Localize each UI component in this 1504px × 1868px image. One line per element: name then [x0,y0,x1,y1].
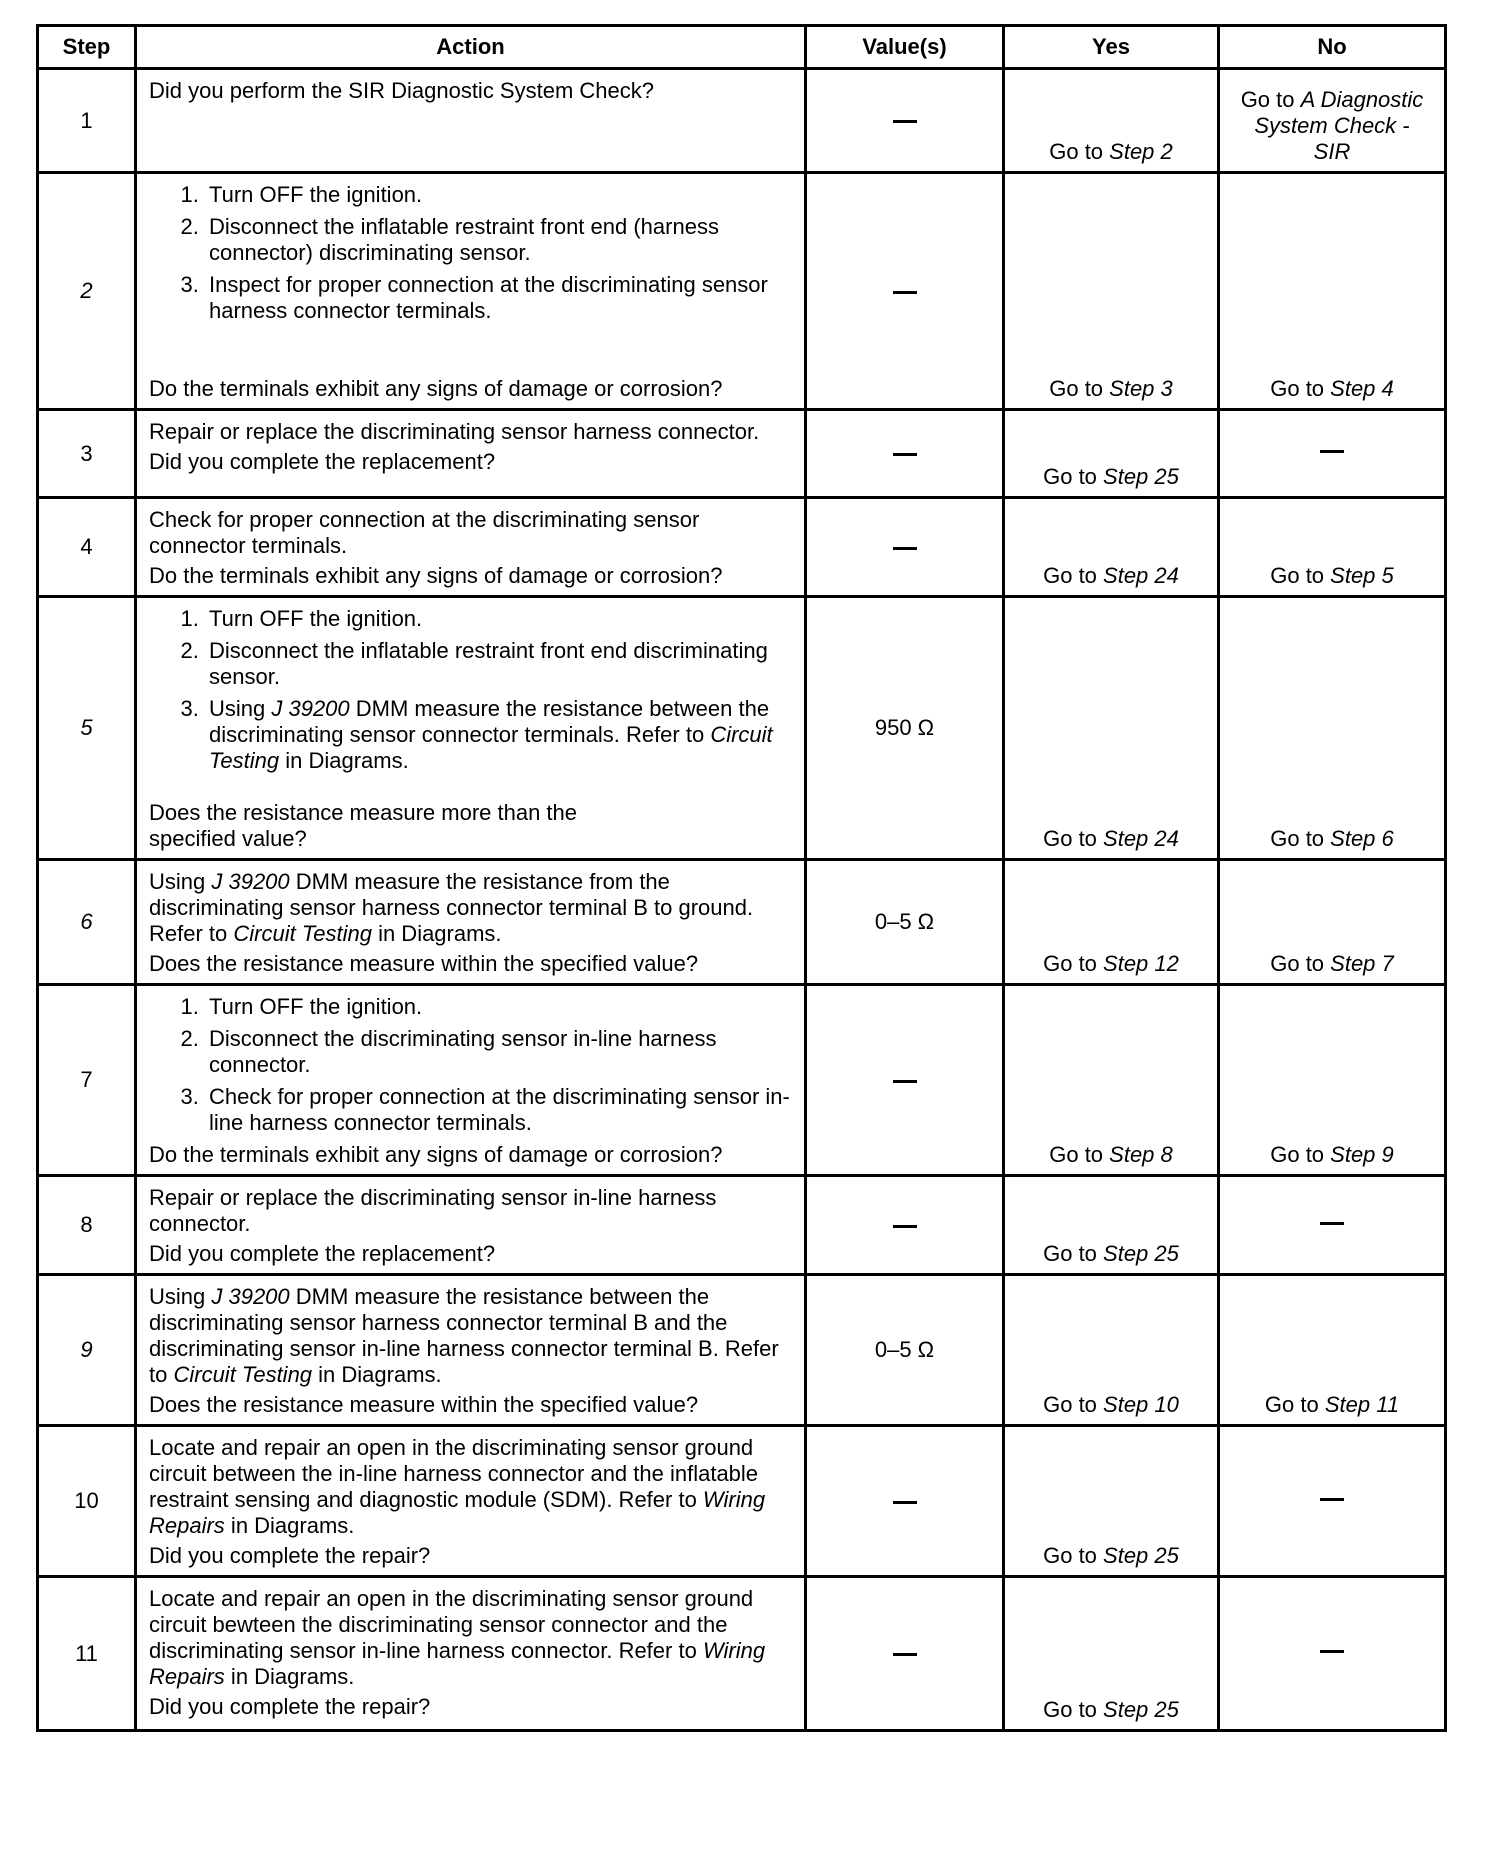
action-cell [136,173,806,410]
goto-prefix: Go to [1043,1241,1104,1266]
table-row [38,1426,1446,1577]
no-cell[interactable] [1219,69,1446,173]
action-text [149,1284,794,1388]
action-cell [136,985,806,1176]
text-run: in Diagrams. [224,1664,355,1689]
action-text [149,1586,794,1690]
yes-cell[interactable] [1004,985,1219,1176]
no-cell[interactable] [1219,985,1446,1176]
yes-link[interactable]: Step 24 [1103,826,1179,851]
tool-reference: J 39200 [211,869,290,894]
action-step: 3. Inspect for proper connection at the discriminating sensor harness connector terminals. [205,272,794,324]
header-action: Action [136,26,806,69]
action-question: Do the terminals exhibit any signs of damage or corrosion? [149,563,723,588]
action-cell [136,597,806,860]
dash-value [1320,1650,1344,1653]
action-text: Repair or replace the discriminating sensor in-line harness connector. [149,1185,717,1236]
action-question: Do the terminals exhibit any signs of damage or corrosion? [149,1142,723,1167]
goto-prefix: Go to [1240,87,1301,112]
doc-reference-link[interactable]: Circuit Testing [173,1362,313,1387]
yes-cell[interactable] [1004,1176,1219,1275]
goto-prefix: Go to [1264,1392,1325,1417]
value-cell [806,1577,1004,1731]
text-run: DMM measure the resistance between the discriminating sensor harness connector terminal B and the discriminating sensor in-line harness connector terminal B. Refer to [149,1284,779,1387]
action-question: Did you complete the replacement? [149,449,496,474]
value-cell: 950 Ω [806,597,1004,860]
action-question: Did you complete the replacement? [149,1241,496,1266]
tool-reference: J 39200 [211,1284,290,1309]
text-run: in Diagrams. [312,1362,442,1387]
dash-value [1320,1498,1344,1501]
yes-cell[interactable] [1004,1577,1219,1731]
tool-reference: J 39200 [271,696,350,721]
goto-prefix: Go to [1043,1543,1104,1568]
table-row [38,1176,1446,1275]
header-yes: Yes [1004,26,1219,69]
no-cell[interactable] [1219,498,1446,597]
action-step: 1. Turn OFF the ignition. [205,994,794,1020]
step-number: 2 [38,173,136,410]
no-cell[interactable] [1219,597,1446,860]
dash-value [893,1225,917,1228]
text-run: DMM measure the resistance between the discriminating sensor connector terminals. Refer to [209,696,770,747]
goto-prefix: Go to [1043,464,1104,489]
no-link[interactable]: A Diagnostic System Check - SIR [1254,87,1424,164]
value-cell: 0–5 Ω [806,1275,1004,1426]
goto-prefix: Go to [1049,376,1110,401]
yes-cell[interactable] [1004,1275,1219,1426]
action-question: Did you complete the repair? [149,1694,431,1719]
no-cell [1219,1176,1446,1275]
action-cell [136,1176,806,1275]
yes-cell[interactable] [1004,173,1219,410]
header-step: Step [38,26,136,69]
table-row [38,985,1446,1176]
action-question: Did you complete the repair? [149,1543,431,1568]
goto-prefix: Go to [1049,139,1110,164]
goto-prefix: Go to [1270,826,1331,851]
no-link[interactable]: Step 9 [1330,1142,1394,1167]
action-step: 2. Disconnect the inflatable restraint front end (harness connector) discriminating sensor. [205,214,794,266]
yes-link[interactable]: Step 10 [1103,1392,1179,1417]
action-question: Does the resistance measure within the specified value? [149,1392,699,1417]
yes-cell[interactable] [1004,597,1219,860]
goto-prefix: Go to [1270,376,1331,401]
action-step: 2. Disconnect the discriminating sensor in-line harness connector. [205,1026,794,1078]
action-step: 1. Turn OFF the ignition. [205,182,794,208]
text-run: Locate and repair an open in the discriminating sensor ground circuit between the in-line harness connector and the inflatable restraint sensing and diagnostic module (SDM). Refer to [149,1435,759,1512]
yes-cell[interactable] [1004,69,1219,173]
text-run: Using [209,696,272,721]
text-run: Using [149,1284,212,1309]
step-number: 9 [38,1275,136,1426]
goto-prefix: Go to [1270,563,1331,588]
action-text: Repair or replace the discriminating sensor harness connector. [149,419,760,444]
step-number: 11 [38,1577,136,1731]
yes-cell[interactable] [1004,498,1219,597]
goto-prefix: Go to [1270,951,1331,976]
no-cell[interactable] [1219,860,1446,985]
action-text [149,1435,794,1539]
action-cell [136,1275,806,1426]
yes-link[interactable]: Step 25 [1103,464,1179,489]
dash-value [893,1653,917,1656]
header-no: No [1219,26,1446,69]
table-row [38,597,1446,860]
goto-prefix: Go to [1043,1392,1104,1417]
yes-link[interactable]: Step 24 [1103,563,1179,588]
table-row [38,1275,1446,1426]
text-run: DMM measure the resistance from the discriminating sensor harness connector terminal B to ground. Refer to [149,869,754,946]
action-cell [136,498,806,597]
dash-value [893,1501,917,1504]
action-steps [149,994,794,1136]
value-cell: 0–5 Ω [806,860,1004,985]
action-step [205,696,794,774]
no-cell[interactable] [1219,1275,1446,1426]
no-link[interactable]: Step 11 [1324,1392,1400,1417]
action-step: 2. Disconnect the inflatable restraint front end discriminating sensor. [205,638,794,690]
action-question: Does the resistance measure within the specified value? [149,951,699,976]
value-cell [806,173,1004,410]
value-cell [806,498,1004,597]
yes-link[interactable]: Step 12 [1103,951,1179,976]
table-row [38,860,1446,985]
goto-prefix: Go to [1270,1142,1331,1167]
yes-link[interactable]: Step 25 [1103,1543,1179,1568]
text-run: in Diagrams. [224,1513,355,1538]
yes-link[interactable]: Step 2 [1109,139,1173,164]
doc-reference-link[interactable]: Circuit Testing [233,921,372,946]
table-row [38,1577,1446,1731]
value-cell [806,1176,1004,1275]
no-cell[interactable] [1219,173,1446,410]
table-row [38,410,1446,498]
action-steps [149,606,794,774]
goto-prefix: Go to [1043,826,1104,851]
action-cell [136,860,806,985]
no-link[interactable]: Step 7 [1330,951,1394,976]
goto-prefix: Go to [1049,1142,1110,1167]
no-cell [1219,1577,1446,1731]
step-number: 7 [38,985,136,1176]
dash-value [893,547,917,550]
yes-cell[interactable] [1004,860,1219,985]
dash-value [893,453,917,456]
yes-link[interactable]: Step 3 [1109,376,1173,401]
value-cell [806,985,1004,1176]
value-cell [806,410,1004,498]
header-value: Value(s) [806,26,1004,69]
text-run: Locate and repair an open in the discriminating sensor ground circuit bewteen the discriminating sensor connector and the discriminating sensor in-line harness connector. Refer to [149,1586,754,1663]
table-row [38,498,1446,597]
yes-cell[interactable] [1004,410,1219,498]
no-link[interactable]: Step 5 [1330,563,1394,588]
action-cell [136,1577,806,1731]
yes-link[interactable]: Step 25 [1103,1241,1179,1266]
step-number: 6 [38,860,136,985]
step-number: 5 [38,597,136,860]
doc-reference-link[interactable]: Circuit Testing [209,722,773,773]
step-number: 4 [38,498,136,597]
dash-value [1320,450,1344,453]
goto-prefix: Go to [1043,563,1104,588]
no-link[interactable]: Step 4 [1330,376,1394,401]
doc-reference-link[interactable]: Wiring Repairs [149,1638,766,1689]
dash-value [893,1080,917,1083]
goto-prefix: Go to [1043,1697,1104,1722]
doc-reference-link[interactable]: Wiring Repairs [149,1487,766,1538]
action-cell [136,69,806,173]
diagnostic-table [36,24,1447,1732]
action-steps [149,182,794,324]
goto-prefix: Go to [1043,951,1104,976]
header-row [38,26,1446,69]
step-number: 3 [38,410,136,498]
yes-cell[interactable] [1004,1426,1219,1577]
action-question: Did you perform the SIR Diagnostic System Check? [149,78,654,103]
dash-value [893,120,917,123]
step-number: 10 [38,1426,136,1577]
no-link[interactable]: Step 6 [1330,826,1394,851]
action-step: 3. Check for proper connection at the discriminating sensor in-line harness connector terminals. [205,1084,794,1136]
action-question: Do the terminals exhibit any signs of damage or corrosion? [149,376,723,401]
action-text [149,869,794,947]
dash-value [893,291,917,294]
no-cell [1219,410,1446,498]
action-cell [136,410,806,498]
action-step: 1. Turn OFF the ignition. [205,606,794,632]
text-run: Using [149,869,212,894]
text-run: in Diagrams. [279,748,409,773]
action-question: Does the resistance measure more than the specified value? [149,800,578,851]
action-cell [136,1426,806,1577]
action-text: Check for proper connection at the discriminating sensor connector terminals. [149,507,700,558]
value-cell [806,69,1004,173]
table-row [38,173,1446,410]
dash-value [1320,1222,1344,1225]
yes-link[interactable]: Step 25 [1103,1697,1179,1722]
step-number: 1 [38,69,136,173]
value-cell [806,1426,1004,1577]
step-number: 8 [38,1176,136,1275]
no-cell [1219,1426,1446,1577]
yes-link[interactable]: Step 8 [1109,1142,1173,1167]
table-row [38,69,1446,173]
text-run: in Diagrams. [371,921,502,946]
